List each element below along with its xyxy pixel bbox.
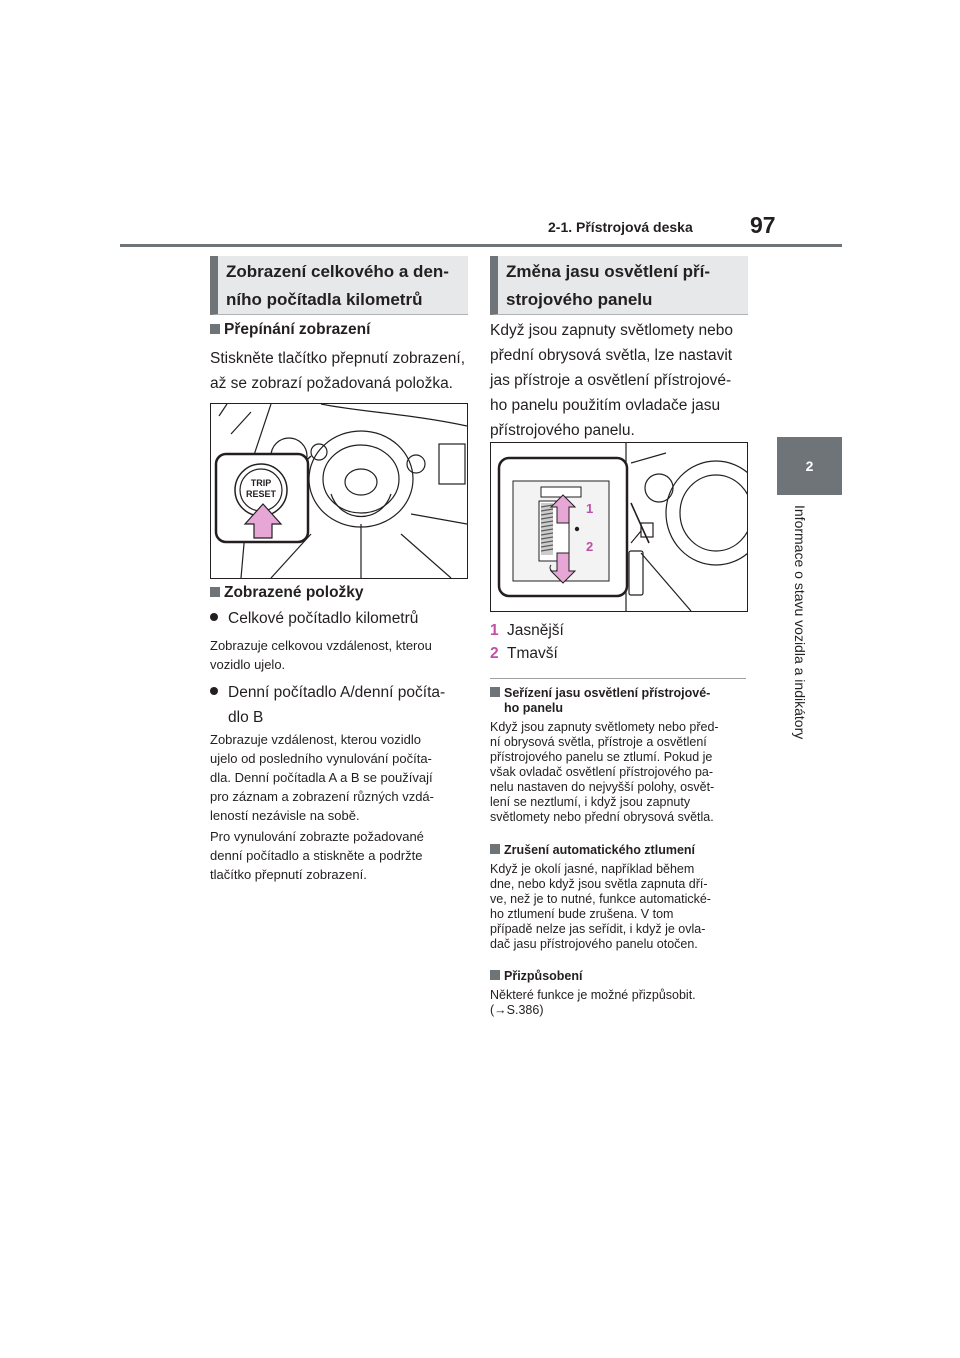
legend-item-darker: 2 Tmavší <box>490 645 558 662</box>
square-bullet-icon <box>210 324 220 334</box>
round-bullet-icon <box>210 613 218 621</box>
section-heading-line: Zobrazení celkového a den- <box>226 262 449 281</box>
square-bullet-icon <box>490 687 500 697</box>
bullet-total-odometer: Celkové počítadlo kilometrů <box>210 606 418 631</box>
chapter-tab[interactable]: 2 <box>777 437 842 495</box>
trip-label: TRIP <box>250 478 272 488</box>
chapter-title-vertical <box>792 505 812 765</box>
section-heading-line: strojového panelu <box>506 290 653 309</box>
section-heading-line: ního počítadla kilometrů <box>226 290 423 309</box>
paragraph-brightness: Když jsou zapnuty světlomety nebo přední obrysová světla, lze nastavit jas přístroje a osvětlení přístrojové- ho panelu použitím ovladače jasu přístrojového panelu. <box>490 322 733 439</box>
reset-label: RESET <box>245 489 277 499</box>
subheading-customization: Přizpůsobení <box>490 969 582 984</box>
brightness-control-illustration <box>491 443 747 611</box>
square-bullet-icon <box>210 587 220 597</box>
subheading-switch-display: Přepínání zobrazení <box>210 317 370 342</box>
note-total-odometer: Zobrazuje celkovou vzdálenost, kterou vozidlo ujelo. <box>210 638 432 672</box>
figure-label-2: 2 <box>586 539 594 554</box>
paragraph-customization: Některé funkce je možné přizpůsobit. (→S.386) <box>490 988 696 1017</box>
page-reference-link[interactable]: (→S.386) <box>490 1003 544 1017</box>
divider <box>490 678 746 679</box>
square-bullet-icon <box>490 844 500 854</box>
paragraph-panel-brightness: Když jsou zapnuty světlomety nebo před- ní obrysová světla, přístroje a osvětlení přístrojového panelu se ztlumí. Pokud je však ovladač osvětlení přístrojového pa- nelu nastaven do nejvyšší polohy, osvět- lení se neztlumí, i když jsou zapnuty světlomety nebo přední obrysová světla. <box>490 720 719 824</box>
square-bullet-icon <box>490 970 500 980</box>
subheading-displayed-items: Zobrazené položky <box>210 580 364 605</box>
note-trip-meter: Zobrazuje vzdálenost, kterou vozidlo ujelo od posledního vynulování počíta- dla. Denní počítadla A a B se používají pro záznam a zobrazení různých vzdá- leností nezávisle na sobě. <box>210 732 434 823</box>
subheading-panel-brightness: Seřízení jasu osvětlení přístrojové- ho panelu <box>490 686 710 716</box>
dashboard-illustration <box>211 404 467 578</box>
figure-trip-reset <box>210 403 468 579</box>
paragraph-switch: Stiskněte tlačítko přepnutí zobrazení, až se zobrazí požadovaná položka. <box>210 350 466 392</box>
page-number: 97 <box>750 212 776 238</box>
header-rule <box>120 244 842 247</box>
note-reset: Pro vynulování zobrazte požadované denní počítadlo a stiskněte a podržte tlačítko přepnutí zobrazení. <box>210 829 424 882</box>
figure-brightness-control <box>490 442 748 612</box>
legend-item-brighter: 1 Jasnější <box>490 622 564 639</box>
round-bullet-icon <box>210 687 218 695</box>
bullet-trip-meter: Denní počítadlo A/denní počíta- dlo B <box>210 680 445 730</box>
paragraph-cancel-dimming: Když je okolí jasné, například během dne, nebo když jsou světla zapnuta dří- ve, než je to nutné, funkce automatické- ho ztlumení bude zrušena. V tom případě nelze jas seřídit, i když je ovla- dač jasu přístrojového panelu otočen. <box>490 862 711 951</box>
section-heading-brightness <box>490 256 748 315</box>
subheading-cancel-dimming: Zrušení automatického ztlumení <box>490 843 695 858</box>
section-heading-odometer <box>210 256 468 315</box>
running-header-section: 2-1. Přístrojová deska <box>548 219 693 235</box>
chapter-title-text: Informace o stavu vozidla a indikátory <box>792 505 808 740</box>
section-heading-line: Změna jasu osvětlení pří- <box>506 262 711 281</box>
figure-label-1: 1 <box>586 501 594 516</box>
